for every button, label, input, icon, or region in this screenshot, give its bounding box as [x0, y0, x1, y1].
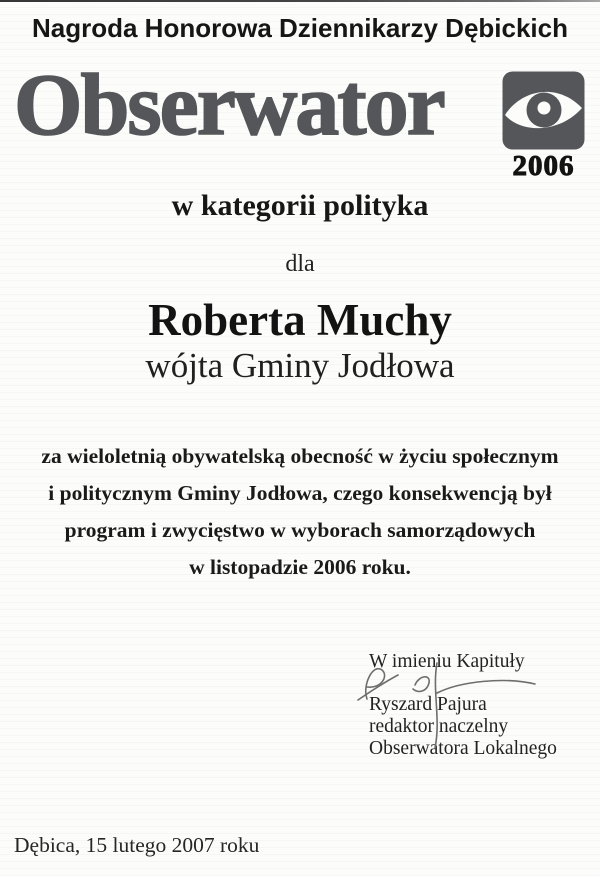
eye-icon — [502, 71, 585, 155]
obserwator-wordmark: Obserwator — [14, 57, 444, 154]
signer-organization: Obserwatora Lokalnego — [369, 738, 557, 759]
logo-year: 2006 — [512, 150, 575, 182]
signature-block — [369, 651, 557, 760]
award-title: Nagroda Honorowa Dziennikarzy Dębickich — [31, 13, 568, 43]
scan-edge-line — [0, 0, 600, 2]
preposition-dla: dla — [285, 251, 315, 277]
citation-text — [0, 438, 600, 586]
obserwator-logo — [502, 71, 585, 181]
citation-line: program i zwycięstwo w wyborach samorządowych — [64, 518, 536, 542]
citation-line: w listopadzie 2006 roku. — [189, 555, 411, 579]
recipient-name: Roberta Muchy — [148, 295, 452, 345]
place-date: Dębica, 15 lutego 2007 roku — [14, 833, 260, 857]
recipient-title: wójta Gminy Jodłowa — [145, 346, 455, 385]
citation-line: za wieloletnią obywatelską obecność w życiu społecznym — [41, 444, 559, 468]
signer-role: redaktor naczelny — [369, 716, 509, 737]
citation-line: i politycznym Gminy Jodłowa, czego konsekwencją był — [48, 481, 552, 505]
signer-name: Ryszard Pajura — [369, 694, 487, 715]
award-category: w kategorii polityka — [171, 189, 429, 222]
signature-caption: W imieniu Kapituły — [369, 651, 525, 672]
